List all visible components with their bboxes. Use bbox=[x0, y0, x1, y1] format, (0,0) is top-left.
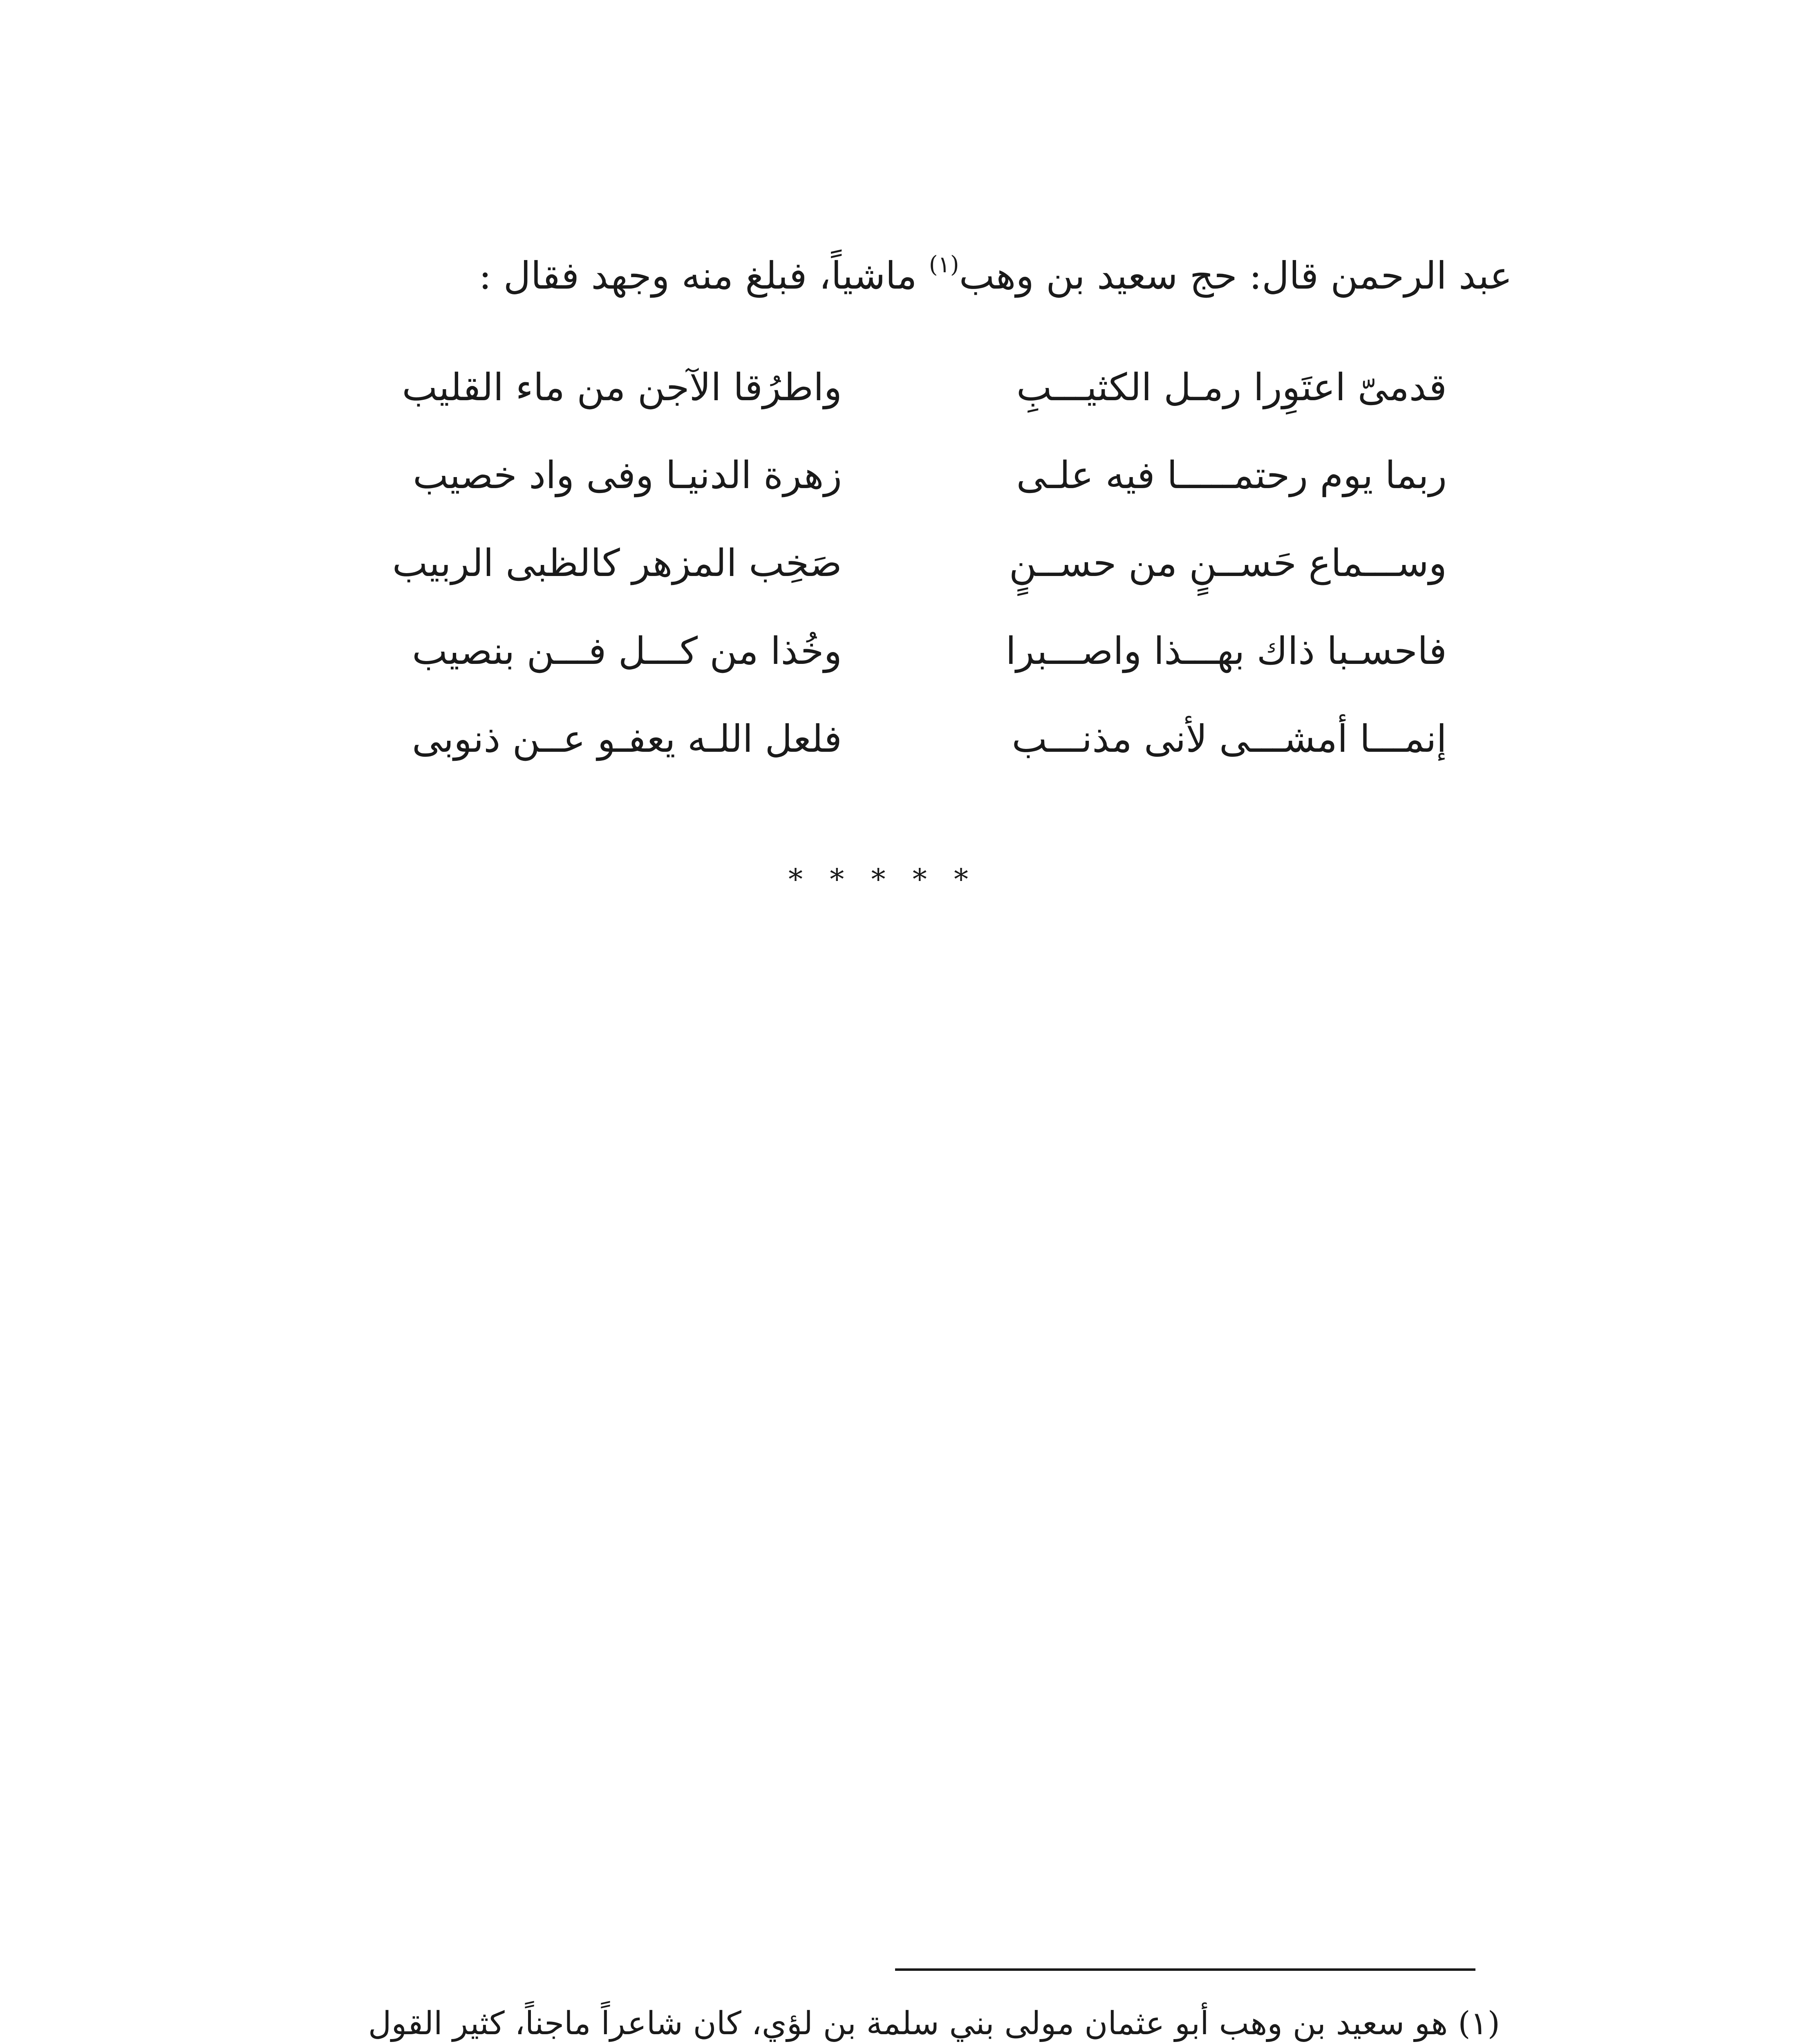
verse-second-hemistich: زهرة الدنيـا وفى واد خصيب bbox=[413, 453, 842, 497]
verse-first-hemistich: قدمىّ اعتَوِرا رمـل الكثيـــبِ bbox=[1016, 365, 1447, 409]
verse-first-hemistich: وســـماع حَســنٍ من حســنٍ bbox=[1009, 541, 1447, 585]
intro-line bbox=[294, 245, 1512, 307]
footnote bbox=[237, 1995, 1500, 2044]
verse-second-hemistich: وخُذا من كـــل فـــن بنصيب bbox=[412, 629, 842, 673]
verse bbox=[319, 607, 1447, 695]
verse-second-hemistich: صَخِب المزهر كالظبى الربيب bbox=[392, 541, 842, 585]
verse-first-hemistich: فاحسـبا ذاك بهـــذا واصـــبرا bbox=[1005, 629, 1447, 673]
verse-first-hemistich: إنمـــا أمشـــى لأنى مذنـــب bbox=[1012, 717, 1447, 761]
poem bbox=[319, 343, 1447, 783]
verse bbox=[319, 695, 1447, 783]
footnote-rule bbox=[895, 1968, 1475, 1971]
verse-second-hemistich: واطرُقا الآجن من ماء القليب bbox=[402, 365, 842, 409]
verse-first-hemistich: ربما يوم رحتمـــــا فيه علـى bbox=[1016, 453, 1447, 497]
footnote-line: (١) هو سعيد بن وهب أبو عثمان مولى بني سلمة بن لؤي، كان شاعراً ماجناً، كثير القول bbox=[368, 2005, 1500, 2042]
verse bbox=[319, 519, 1447, 607]
verse bbox=[319, 343, 1447, 431]
intro-text-after: ماشياً، فبلغ منه وجهد فقال : bbox=[479, 254, 929, 298]
intro-text-before: عبد الرحمن قال: حج سعيد بن وهب bbox=[959, 254, 1512, 298]
footnote-reference: (١) bbox=[929, 251, 959, 278]
verse-second-hemistich: فلعل اللـه يعفـو عــن ذنوبى bbox=[412, 717, 842, 761]
section-separator: * * * * * bbox=[788, 863, 977, 896]
verse bbox=[319, 431, 1447, 519]
